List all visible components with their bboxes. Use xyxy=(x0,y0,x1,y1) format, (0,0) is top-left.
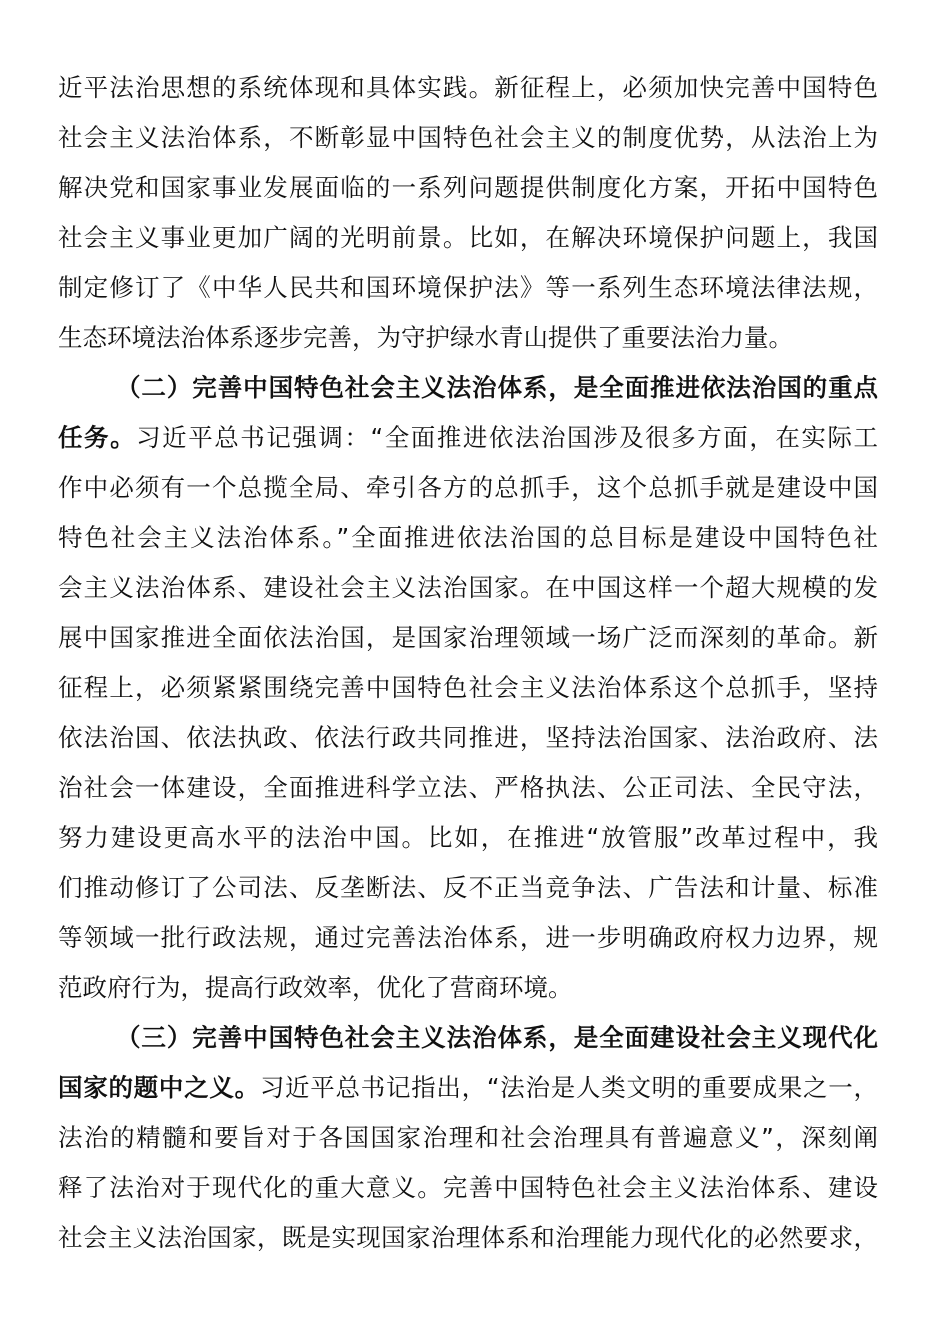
text-segment: 制定修订了《中华人民共和国环境保护法》等一系列生态环境法律法规， xyxy=(58,273,878,302)
text-line xyxy=(58,1113,878,1163)
heading-text: 任务。 xyxy=(58,423,137,452)
text-line xyxy=(58,613,878,663)
text-line xyxy=(58,163,878,213)
heading-text: 国家的题中之义。 xyxy=(58,1073,260,1102)
text-line xyxy=(58,263,878,313)
paragraph-2 xyxy=(58,363,878,1013)
paragraph-1 xyxy=(58,63,878,363)
text-segment: 近平法治思想的系统体现和具体实践。新征程上，必须加快完善中国特色 xyxy=(58,73,878,102)
text-segment: 习近平总书记强调：“全面推进依法治国涉及很多方面，在实际工 xyxy=(136,423,879,452)
text-segment: 特色社会主义法治体系。”全面推进依法治国的总目标是建设中国特色社 xyxy=(58,523,878,552)
text-segment: 释了法治对于现代化的重大意义。完善中国特色社会主义法治体系、建设 xyxy=(58,1173,878,1202)
text-segment: 作中必须有一个总揽全局、牵引各方的总抓手，这个总抓手就是建设中国 xyxy=(58,473,878,502)
text-segment: 范政府行为，提高行政效率，优化了营商环境。 xyxy=(58,973,573,1002)
text-segment: 会主义法治体系、建设社会主义法治国家。在中国这样一个超大规模的发 xyxy=(58,573,878,602)
text-line xyxy=(58,213,878,263)
text-line xyxy=(58,413,878,463)
text-segment: 习近平总书记指出，“法治是人类文明的重要成果之一， xyxy=(259,1073,878,1102)
text-segment: 依法治国、依法执政、依法行政共同推进，坚持法治国家、法治政府、法 xyxy=(58,723,878,752)
text-line xyxy=(58,913,878,963)
text-line xyxy=(58,513,878,563)
text-segment: 法治的精髓和要旨对于各国国家治理和社会治理具有普遍意义”，深刻阐 xyxy=(58,1123,878,1152)
text-line xyxy=(58,663,878,713)
text-line xyxy=(58,863,878,913)
text-line xyxy=(58,63,878,113)
section-heading xyxy=(58,363,878,413)
text-segment: 们推动修订了公司法、反垄断法、反不正当竞争法、广告法和计量、标准 xyxy=(58,873,878,902)
document-page xyxy=(58,63,878,1263)
text-segment: 生态环境法治体系逐步完善，为守护绿水青山提供了重要法治力量。 xyxy=(58,323,793,352)
text-line xyxy=(58,313,878,363)
text-segment: 征程上，必须紧紧围绕完善中国特色社会主义法治体系这个总抓手，坚持 xyxy=(58,673,878,702)
heading-text: （二）完善中国特色社会主义法治体系，是全面推进依法治国的重点 xyxy=(116,373,878,402)
text-line xyxy=(58,1163,878,1213)
text-segment: 解决党和国家事业发展面临的一系列问题提供制度化方案，开拓中国特色 xyxy=(58,173,878,202)
text-line xyxy=(58,713,878,763)
text-line xyxy=(58,563,878,613)
text-line xyxy=(58,763,878,813)
text-segment: 等领域一批行政法规，通过完善法治体系，进一步明确政府权力边界，规 xyxy=(58,923,878,952)
text-line xyxy=(58,463,878,513)
text-line xyxy=(58,113,878,163)
text-segment: 社会主义法治国家，既是实现国家治理体系和治理能力现代化的必然要求， xyxy=(58,1223,878,1252)
text-line xyxy=(58,1063,878,1113)
text-segment: 展中国家推进全面依法治国，是国家治理领域一场广泛而深刻的革命。新 xyxy=(58,623,878,652)
text-line xyxy=(58,1213,878,1263)
text-line xyxy=(58,813,878,863)
text-line xyxy=(58,963,878,1013)
text-segment: 治社会一体建设，全面推进科学立法、严格执法、公正司法、全民守法， xyxy=(58,773,878,802)
section-heading xyxy=(58,1013,878,1063)
text-segment: 社会主义法治体系，不断彰显中国特色社会主义的制度优势，从法治上为 xyxy=(58,123,878,152)
text-segment: 努力建设更高水平的法治中国。比如，在推进“放管服”改革过程中，我 xyxy=(58,823,878,852)
text-segment: 社会主义事业更加广阔的光明前景。比如，在解决环境保护问题上，我国 xyxy=(58,223,878,252)
paragraph-3 xyxy=(58,1013,878,1263)
heading-text: （三）完善中国特色社会主义法治体系，是全面建设社会主义现代化 xyxy=(116,1023,878,1052)
